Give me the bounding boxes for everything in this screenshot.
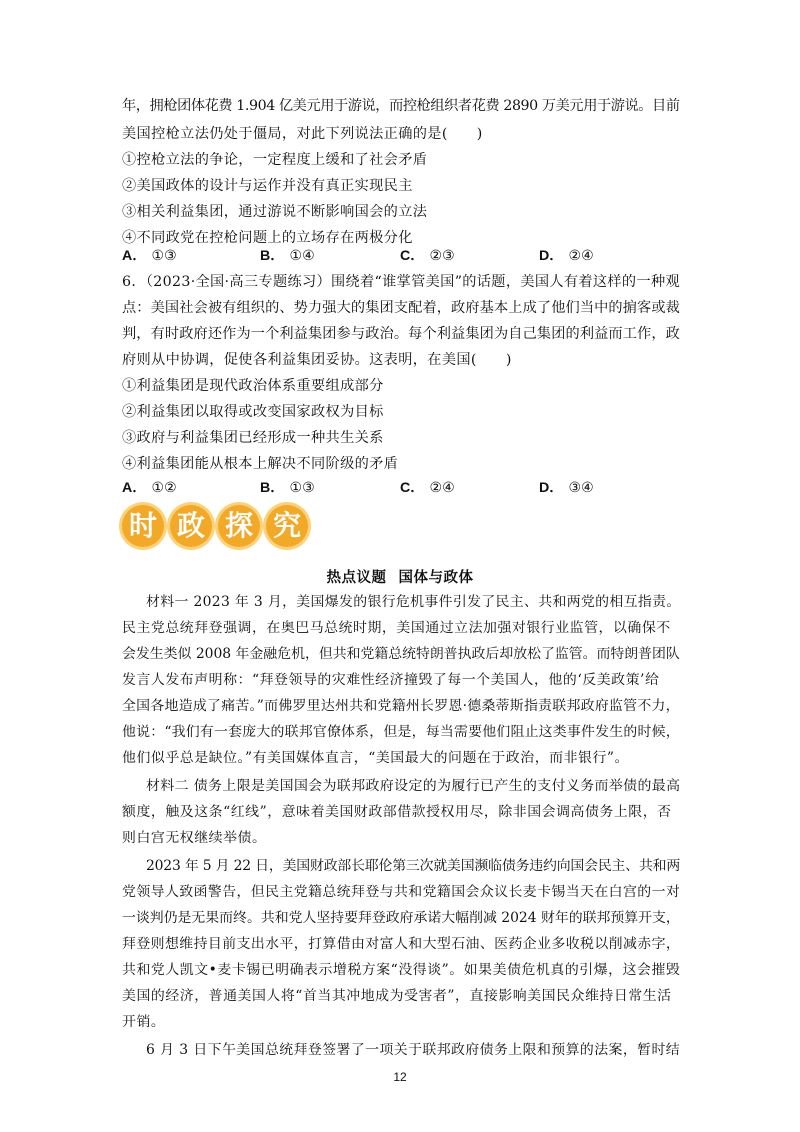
material1-line-2: 民主党总统拜登强调，在奥巴马总统时期，美国通过立法加强对银行业监管，以确保不 (122, 620, 671, 636)
banner-char-3: 探 (218, 505, 260, 547)
q6-option-a-text: ①② (151, 480, 177, 496)
q5-option-c[interactable] (400, 246, 455, 266)
q5-option-a[interactable] (122, 246, 177, 266)
q6-option-b[interactable] (260, 478, 315, 498)
q6-option-b-text: ①③ (289, 480, 315, 496)
q5-statement-1: ①控枪立法的争论，一定程度上缓和了社会矛盾 (122, 152, 428, 168)
material1-line-4: 发言人发布声明称：“拜登领导的灾难性经济撞毁了每一个美国人，他的‘反美政策’给 (122, 672, 660, 688)
q6-option-a-letter: A． (122, 480, 147, 496)
q6-option-d-letter: D． (539, 480, 564, 496)
material2-line-2: 额度，触及这条“红线”，意味着美国财政部借款授权用尽，除非国会调高债务上限，否 (122, 804, 672, 820)
material1-line-7: 他们似乎总是缺位。”有美国媒体直言，“美国最大的问题在于政治，而非银行”。 (122, 750, 629, 766)
material1-line-6: 他说：“我们有一套庞大的联邦官僚体系，但是，每当需要他们阻止这类事件发生的时候， (122, 724, 680, 740)
q5-statement-4: ④不同政党在控枪问题上的立场存在两极分化 (122, 230, 413, 246)
material3-line-7: 开销。 (122, 1014, 166, 1030)
q6-option-c-text: ②④ (429, 480, 455, 496)
q5-statement-2: ②美国政体的设计与运作并没有真正实现民主 (122, 178, 413, 194)
q5-option-b[interactable] (260, 246, 315, 266)
q6-option-c[interactable] (400, 478, 455, 498)
q6-stem-line-3: 判，有时政府还作为一个利益集团参与政治。每个利益集团为自己集团的利益而工作，政 (122, 326, 680, 342)
material3-line-6: 美国的经济，普通美国人将“首当其冲地成为受害者”，直接影响美国民众维持日常生活 (122, 988, 672, 1004)
q6-stem-line-1: 6．（2023·全国·高三专题练习）围绕着“谁掌管美国”的话题，美国人有着这样的一种观 (122, 274, 680, 290)
q5-option-d[interactable] (539, 246, 594, 266)
q5-stem-line-1: 年，拥枪团体花费 1.904 亿美元用于游说，而控枪组织者花费 2890 万美元用于游说。目前 (122, 98, 680, 114)
q6-statement-2: ②利益集团以取得或改变国家政权为目标 (122, 404, 384, 420)
banner-char-4: 究 (266, 505, 308, 547)
section-heading (0, 566, 800, 587)
material3-line-1: 2023 年 5 月 22 日，美国财政部长耶伦第三次就美国濒临债务违约向国会民主、共和两 (146, 858, 681, 874)
q6-statement-3: ③政府与利益集团已经形成一种共生关系 (122, 430, 384, 446)
q5-option-a-letter: A． (122, 248, 147, 264)
q5-option-b-letter: B． (260, 248, 285, 264)
q6-option-a[interactable] (122, 478, 177, 498)
material3-line-5: 共和党人凯文•麦卡锡已明确表示增税方案“没得谈”。如果美债危机真的引爆，这会摧毁 (122, 962, 681, 978)
section-heading-part1: 热点议题 (326, 569, 387, 586)
q5-option-d-text: ②④ (568, 248, 594, 264)
material3-line-2: 党领导人致函警告，但民主党籍总统拜登与共和党籍国会众议长麦卡锡当天在白宫的一对 (122, 884, 681, 900)
q6-stem-line-2: 点：美国社会被有组织的、势力强大的集团支配着，政府基本上成了他们当中的掮客或裁 (122, 300, 680, 316)
q5-stem-line-2: 美国控枪立法仍处于僵局，对此下列说法正确的是( ) (122, 126, 483, 142)
material2-line-1: 材料二 债务上限是美国国会为联邦政府设定的为履行已产生的支付义务而举债的最高 (146, 778, 681, 794)
q5-option-d-letter: D． (539, 248, 564, 264)
material2-line-3: 则白宫无权继续举债。 (122, 830, 267, 846)
material1-line-1: 材料一 2023 年 3 月，美国爆发的银行危机事件引发了民主、共和两党的相互指责。 (146, 594, 681, 610)
q6-option-d[interactable] (539, 478, 594, 498)
material1-line-3: 会发生类似 2008 年金融危机，但共和党籍总统特朗普执政后却放松了监管。而特朗普团队 (122, 646, 680, 662)
material3-line-3: 一谈判仍是无果而终。共和党人坚持要拜登政府承诺大幅削减 2024 财年的联邦预算开支， (122, 910, 680, 926)
page-number: 12 (393, 1070, 407, 1084)
q6-option-d-text: ③④ (568, 480, 594, 496)
banner-char-1: 时 (122, 505, 164, 547)
section-banner (118, 496, 316, 556)
q5-option-b-text: ①④ (289, 248, 315, 264)
q5-option-c-letter: C． (400, 248, 425, 264)
q6-option-c-letter: C． (400, 480, 425, 496)
q6-stem-line-4: 府则从中协调，促使各利益集团妥协。这表明，在美国( ) (122, 352, 512, 368)
material1-line-5: 全国各地造成了痛苦。”而佛罗里达州共和党籍州长罗恩·德桑蒂斯指责联邦政府监管不力， (122, 698, 680, 714)
material4-line-1: 6 月 3 日下午美国总统拜登签署了一项关于联邦政府债务上限和预算的法案，暂时结 (146, 1042, 681, 1058)
section-heading-part2: 国体与政体 (398, 569, 474, 586)
banner-char-2: 政 (170, 505, 212, 547)
material3-line-4: 拜登则想维持目前支出水平，打算借由对富人和大型石油、医药企业多收税以削减赤字， (122, 936, 681, 952)
q5-statement-3: ③相关利益集团，通过游说不断影响国会的立法 (122, 204, 428, 220)
q6-option-b-letter: B． (260, 480, 285, 496)
q6-statement-4: ④利益集团能从根本上解决不同阶级的矛盾 (122, 456, 399, 472)
q5-option-a-text: ①③ (151, 248, 177, 264)
q5-option-c-text: ②③ (429, 248, 455, 264)
q6-statement-1: ①利益集团是现代政治体系重要组成部分 (122, 378, 384, 394)
